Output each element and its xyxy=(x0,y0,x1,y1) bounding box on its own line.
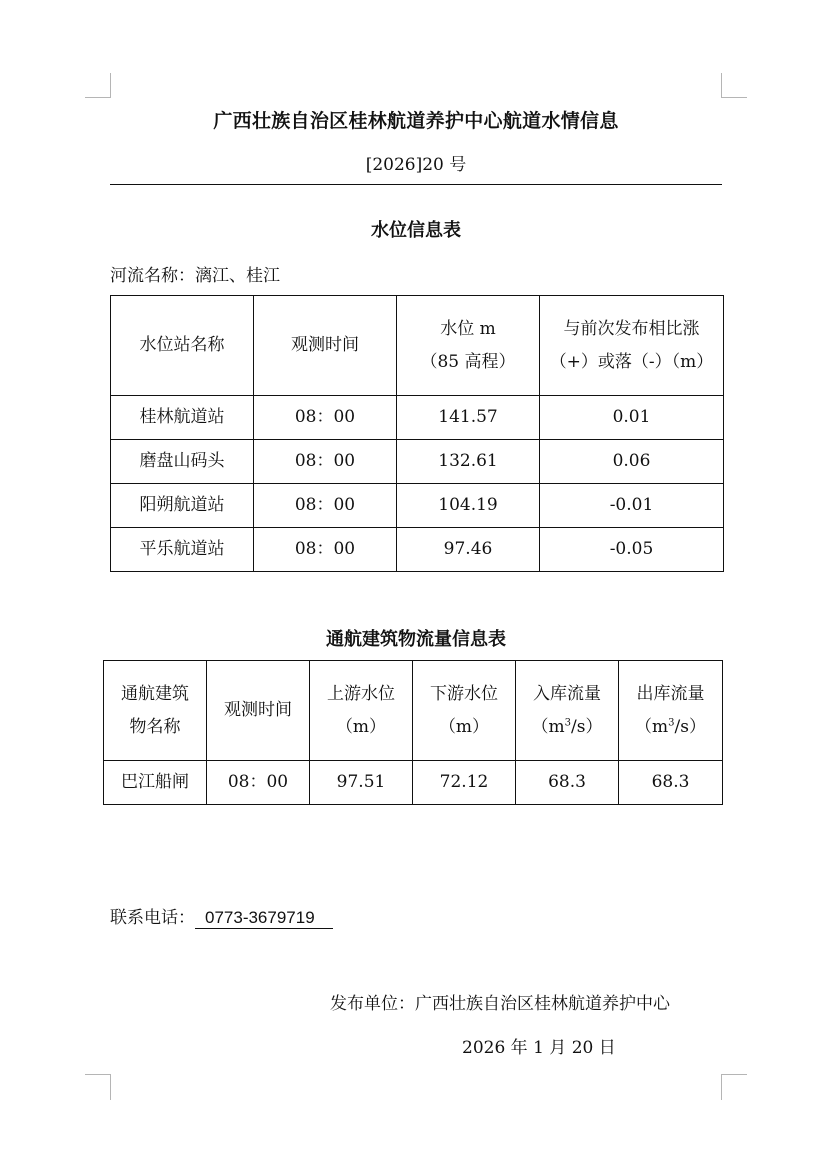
table-row xyxy=(111,396,724,440)
water-level-table xyxy=(110,295,724,572)
header-time: 观测时间 xyxy=(207,661,310,761)
inflow: 68.3 xyxy=(516,761,619,805)
table-row xyxy=(111,484,724,528)
level-change: -0.01 xyxy=(540,484,724,528)
downstream-level: 72.12 xyxy=(413,761,516,805)
table-row xyxy=(111,440,724,484)
corner-mark-bottom-right xyxy=(721,1074,747,1100)
header-structure-name: 通航建筑 物名称 xyxy=(104,661,207,761)
header-downstream-level: 下游水位 （m） xyxy=(413,661,516,761)
header-divider xyxy=(110,184,722,185)
level-change: -0.05 xyxy=(540,528,724,572)
water-level: 97.46 xyxy=(397,528,540,572)
contact-label: 联系电话： xyxy=(110,908,195,928)
table-header-row xyxy=(104,661,723,761)
observe-time: 08：00 xyxy=(254,440,397,484)
level-change: 0.01 xyxy=(540,396,724,440)
contact-line xyxy=(110,903,333,929)
header-level: 水位 m （85 高程） xyxy=(397,296,540,396)
flow-table xyxy=(103,660,723,805)
corner-mark-bottom-left xyxy=(85,1074,111,1100)
header-station: 水位站名称 xyxy=(111,296,254,396)
header-time: 观测时间 xyxy=(254,296,397,396)
table-row xyxy=(104,761,723,805)
upstream-level: 97.51 xyxy=(310,761,413,805)
header-inflow: 入库流量 $(m^3/s)$ xyxy=(516,661,619,761)
station-name: 平乐航道站 xyxy=(111,528,254,572)
river-name-label: 河流名称：漓江、桂江 xyxy=(110,266,280,286)
header-change: 与前次发布相比涨 （+）或落（-）（m） xyxy=(540,296,724,396)
water-level: 104.19 xyxy=(397,484,540,528)
header-outflow: 出库流量 $(m^3/s)$ xyxy=(619,661,723,761)
outflow: 68.3 xyxy=(619,761,723,805)
water-level: 141.57 xyxy=(397,396,540,440)
station-name: 磨盘山码头 xyxy=(111,440,254,484)
publisher: 发布单位：广西壮族自治区桂林航道养护中心 xyxy=(330,994,670,1014)
structure-name: 巴江船闸 xyxy=(104,761,207,805)
water-level-table-title: 水位信息表 xyxy=(371,220,461,241)
observe-time: 08：00 xyxy=(254,396,397,440)
station-name: 阳朔航道站 xyxy=(111,484,254,528)
observe-time: 08：00 xyxy=(254,484,397,528)
document-number: [2026]20 号 xyxy=(365,155,467,175)
flow-table-title: 通航建筑物流量信息表 xyxy=(326,629,506,650)
table-row xyxy=(111,528,724,572)
water-level: 132.61 xyxy=(397,440,540,484)
observe-time: 08：00 xyxy=(207,761,310,805)
document-title: 广西壮族自治区桂林航道养护中心航道水情信息 xyxy=(213,110,619,132)
observe-time: 08：00 xyxy=(254,528,397,572)
station-name: 桂林航道站 xyxy=(111,396,254,440)
corner-mark-top-right xyxy=(721,73,747,98)
header-upstream-level: 上游水位 （m） xyxy=(310,661,413,761)
publish-date: 2026 年 1 月 20 日 xyxy=(462,1038,616,1058)
level-change: 0.06 xyxy=(540,440,724,484)
table-header-row xyxy=(111,296,724,396)
corner-mark-top-left xyxy=(85,73,111,98)
contact-phone: 0773-3679719 xyxy=(195,907,333,929)
